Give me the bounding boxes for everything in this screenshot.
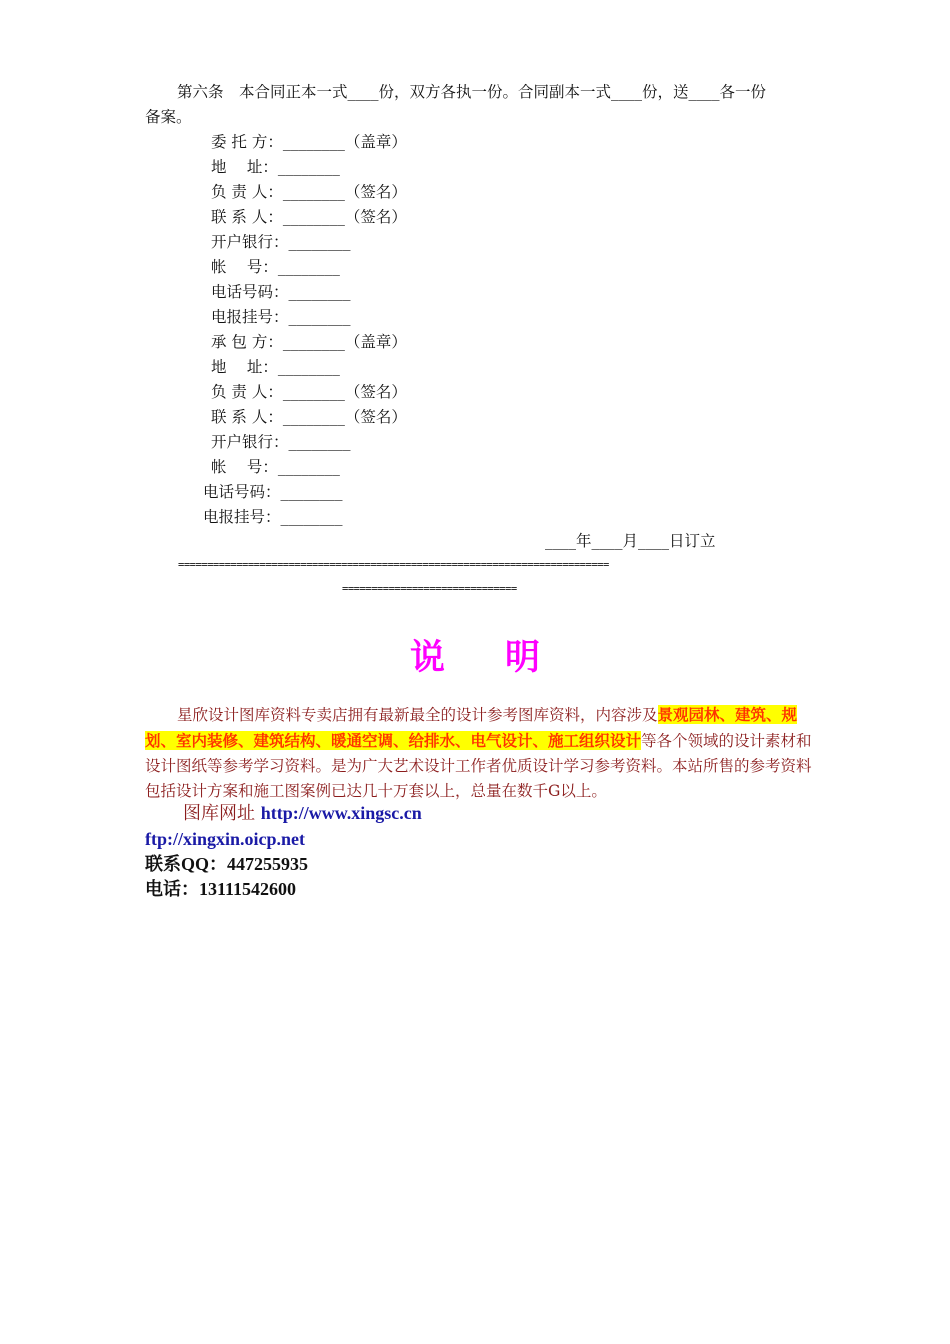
qq-label: 联系QQ： [145, 854, 228, 874]
party-b-name: 承 包 方：________（盖章） [211, 333, 407, 351]
separator-line-1: ========================================================================== [178, 559, 609, 571]
party-b-address: 地 址：________ [211, 358, 340, 376]
phone-number: 13111542600 [199, 879, 297, 899]
party-a-contact: 联 系 人：________（签名） [211, 208, 407, 226]
party-b-bank: 开户银行：________ [211, 433, 351, 451]
qq-line [145, 851, 308, 877]
party-a-name: 委 托 方：________（盖章） [211, 133, 407, 151]
separator-line-2: ============================== [342, 583, 517, 595]
library-url-link[interactable]: http://www.xingsc.cn [260, 803, 422, 823]
phone-line [145, 876, 296, 902]
party-a-address: 地 址：________ [211, 158, 340, 176]
notice-text-after: 等各个领域的设计素材和设计图纸等参考学习资料。是为广大艺术设计工作者优质设计学习参考资料。本站所售的参考资料包括设计方案和施工图案例已达几十万套以上，总量在数千G以上。 [145, 732, 812, 800]
notice-text-before: 星欣设计图库资料专卖店拥有最新最全的设计参考图库资料，内容涉及 [177, 706, 658, 724]
party-a-account: 帐 号：________ [211, 258, 340, 276]
party-b-contact: 联 系 人：________（签名） [211, 408, 407, 426]
notice-title: 说明 [409, 638, 600, 678]
party-b-telegraph: 电报挂号：________ [203, 508, 343, 526]
party-a-telegraph: 电报挂号：________ [211, 308, 351, 326]
notice-description [145, 702, 825, 804]
party-b-phone: 电话号码：________ [203, 483, 343, 501]
clause-six-line1: 第六条 本合同正本一式____份，双方各执一份。合同副本一式____份，送____各一份 [177, 83, 767, 101]
party-a-phone: 电话号码：________ [211, 283, 351, 301]
party-b-manager: 负 责 人：________（签名） [211, 383, 407, 401]
signing-date: ____年____月____日订立 [545, 532, 716, 550]
notice-highlight: 景观园林、建筑、规划、室内装修、建筑结构、暖通空调、给排水、电气设计、施工组织设计 [145, 705, 798, 750]
clause-six-line2: 备案。 [145, 108, 192, 126]
clause-six [145, 80, 810, 130]
qq-number: 447255935 [227, 854, 309, 874]
ftp-link[interactable]: ftp://xingxin.oicp.net [145, 829, 306, 849]
party-a-bank: 开户银行：________ [211, 233, 351, 251]
library-label: 图库网址 [183, 803, 255, 824]
library-line [183, 800, 422, 827]
phone-label: 电话： [145, 879, 199, 899]
party-b-account: 帐 号：________ [211, 458, 340, 476]
party-a-manager: 负 责 人：________（签名） [211, 183, 407, 201]
